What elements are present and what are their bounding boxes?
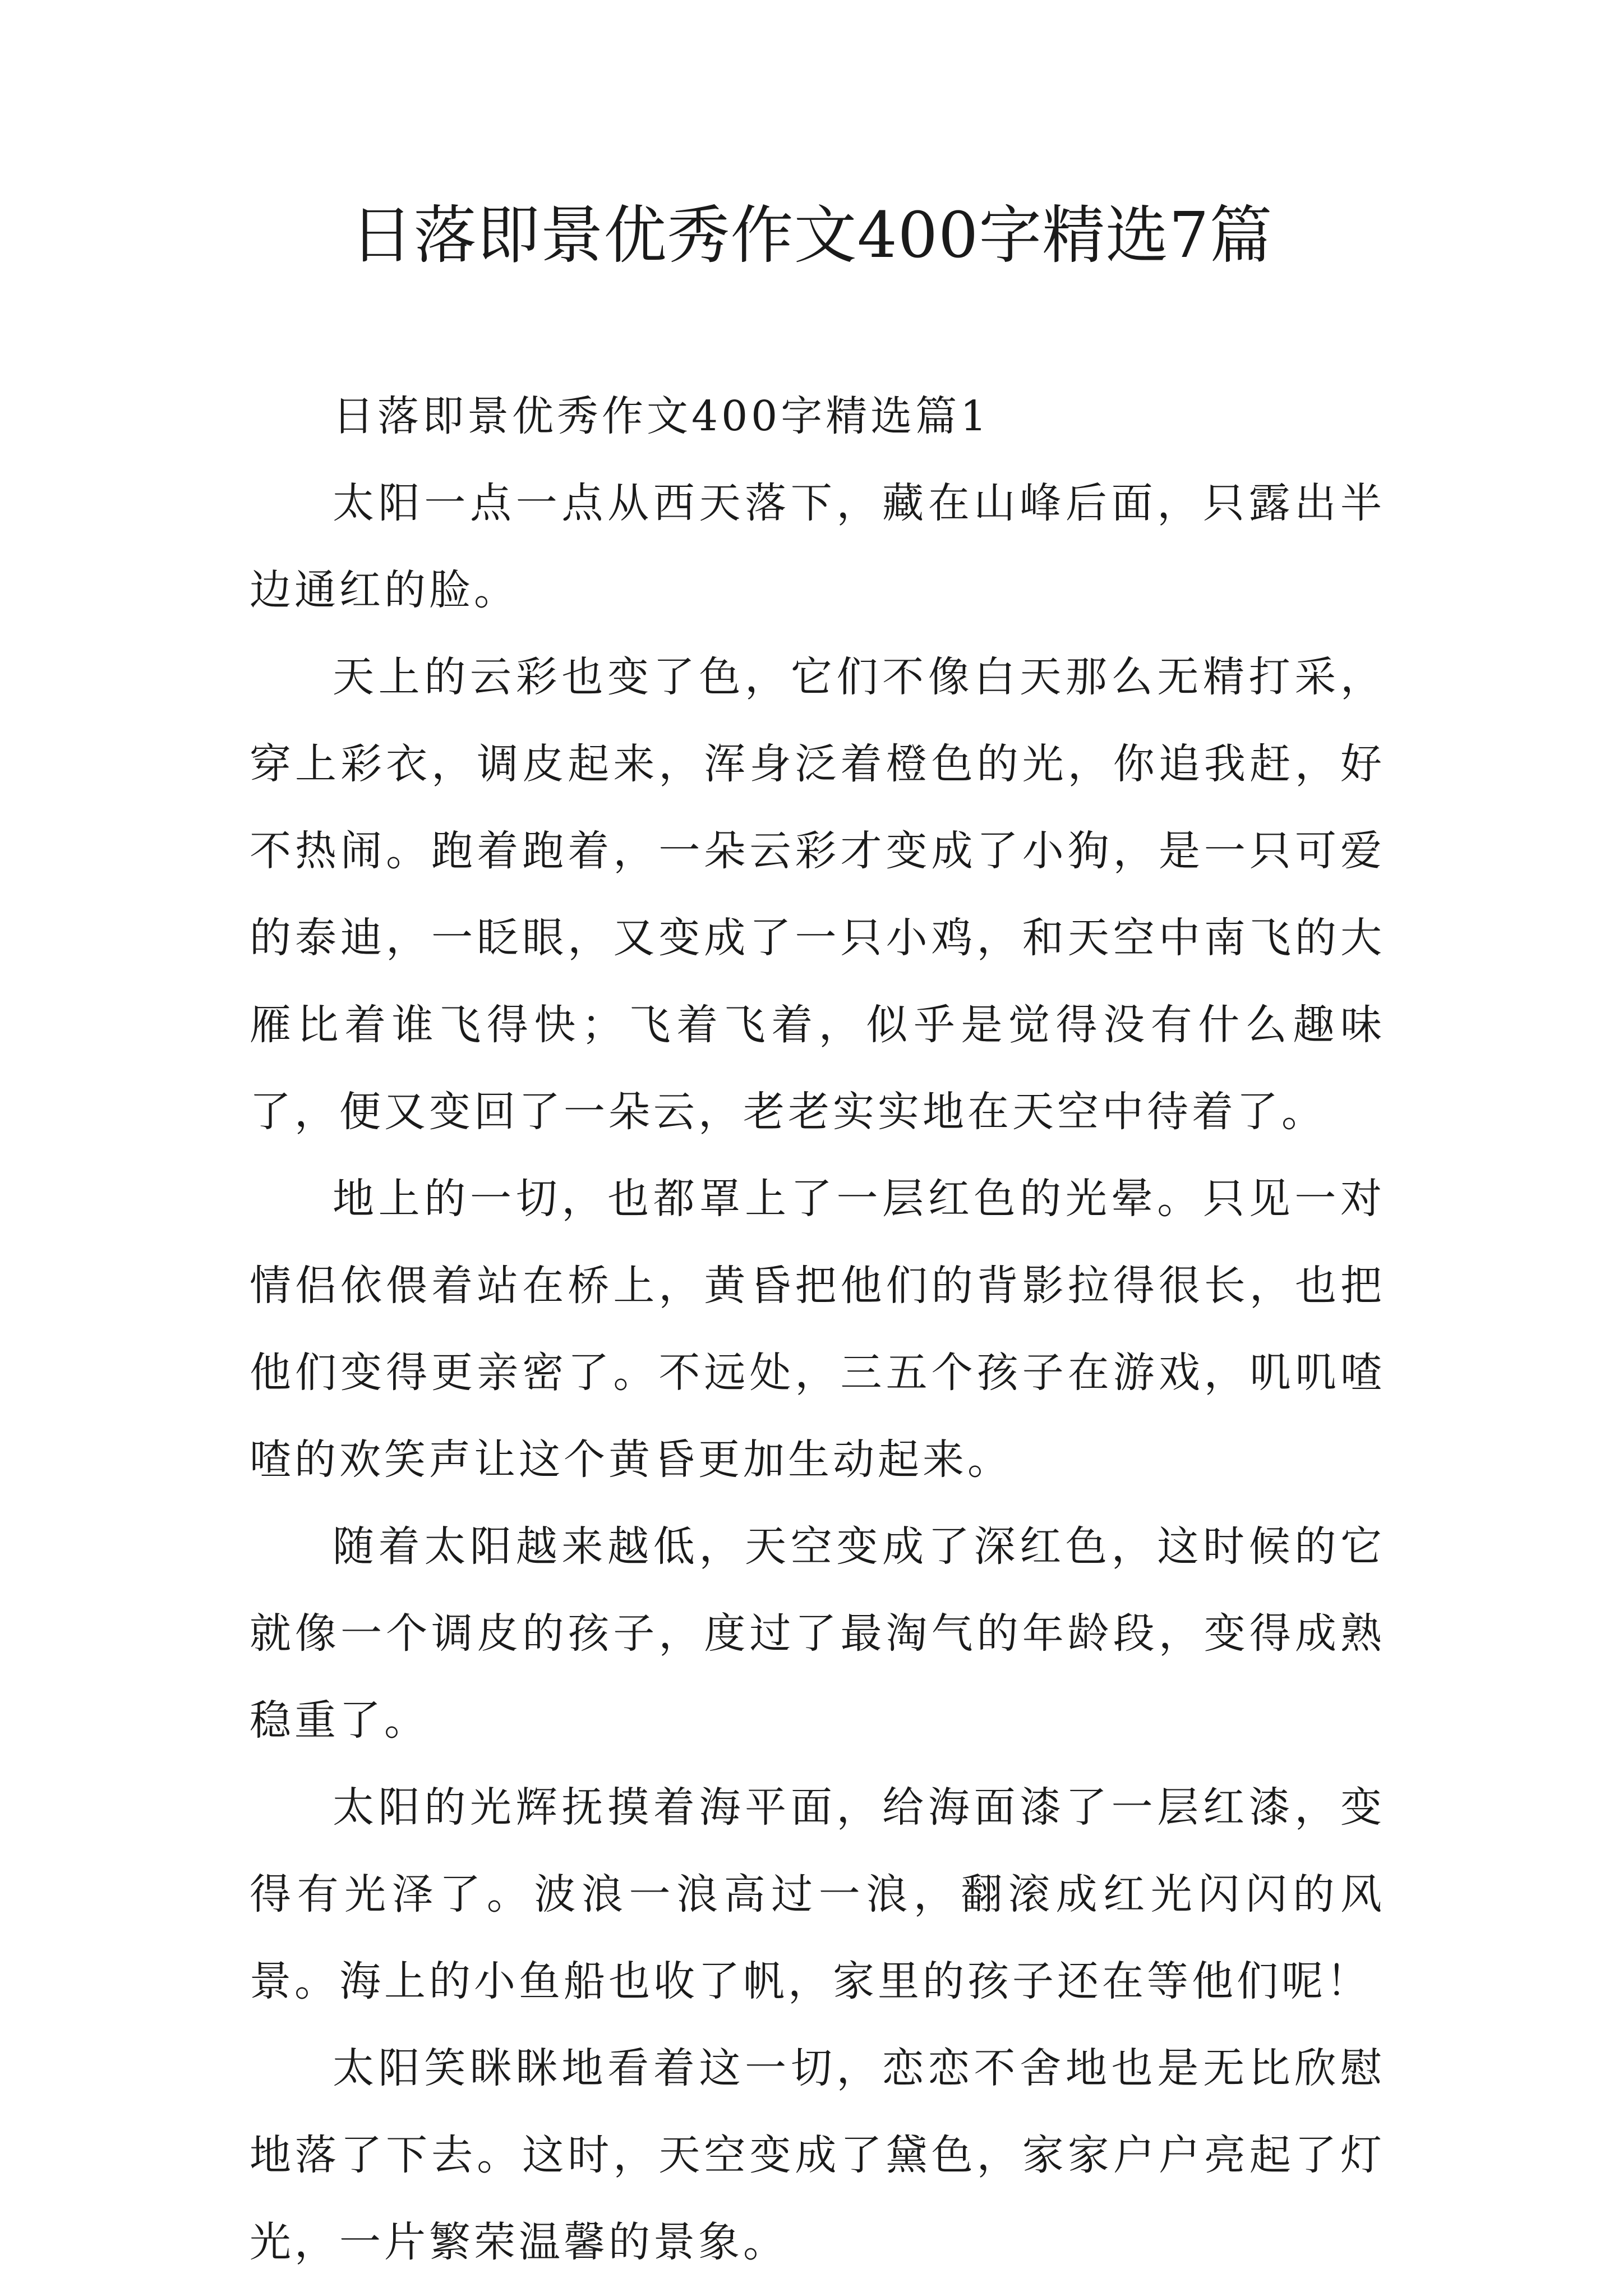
document-body bbox=[250, 373, 1385, 2286]
paragraph-2: 天上的云彩也变了色，它们不像白天那么无精打采，穿上彩衣，调皮起来，浑身泛着橙色的光，你追我赶，好不热闹。跑着跑着，一朵云彩才变成了小狗，是一只可爱的泰迪，一眨眼，又变成了一只小鸡，和天空中南飞的大雁比着谁飞得快；飞着飞着，似乎是觉得没有什么趣味了，便又变回了一朵云，老老实实地在天空中待着了。 bbox=[250, 653, 1385, 1136]
paragraph-4: 随着太阳越来越低，天空变成了深红色，这时候的它就像一个调皮的孩子，度过了最淘气的年龄段，变得成熟稳重了。 bbox=[250, 1522, 1385, 1745]
document-title: 日落即景优秀作文400字精选7篇 bbox=[350, 199, 1273, 272]
paragraph-6: 太阳笑眯眯地看着这一切，恋恋不舍地也是无比欣慰地落了下去。这时，天空变成了黛色，家家户户亮起了灯光，一片繁荣温馨的景象。 bbox=[250, 2044, 1385, 2266]
section-heading: 日落即景优秀作文400字精选篇1 bbox=[333, 392, 990, 440]
paragraph-5: 太阳的光辉抚摸着海平面，给海面漆了一层红漆，变得有光泽了。波浪一浪高过一浪，翻滚成红光闪闪的风景。海上的小鱼船也收了帆，家里的孩子还在等他们呢！ bbox=[250, 1783, 1385, 2005]
paragraph-3: 地上的一切，也都罩上了一层红色的光晕。只见一对情侣依偎着站在桥上，黄昏把他们的背影拉得很长，也把他们变得更亲密了。不远处，三五个孩子在游戏，叽叽喳喳的欢笑声让这个黄昏更加生动起来。 bbox=[250, 1175, 1385, 1484]
paragraph-1: 太阳一点一点从西天落下，藏在山峰后面，只露出半边通红的脸。 bbox=[250, 479, 1385, 614]
